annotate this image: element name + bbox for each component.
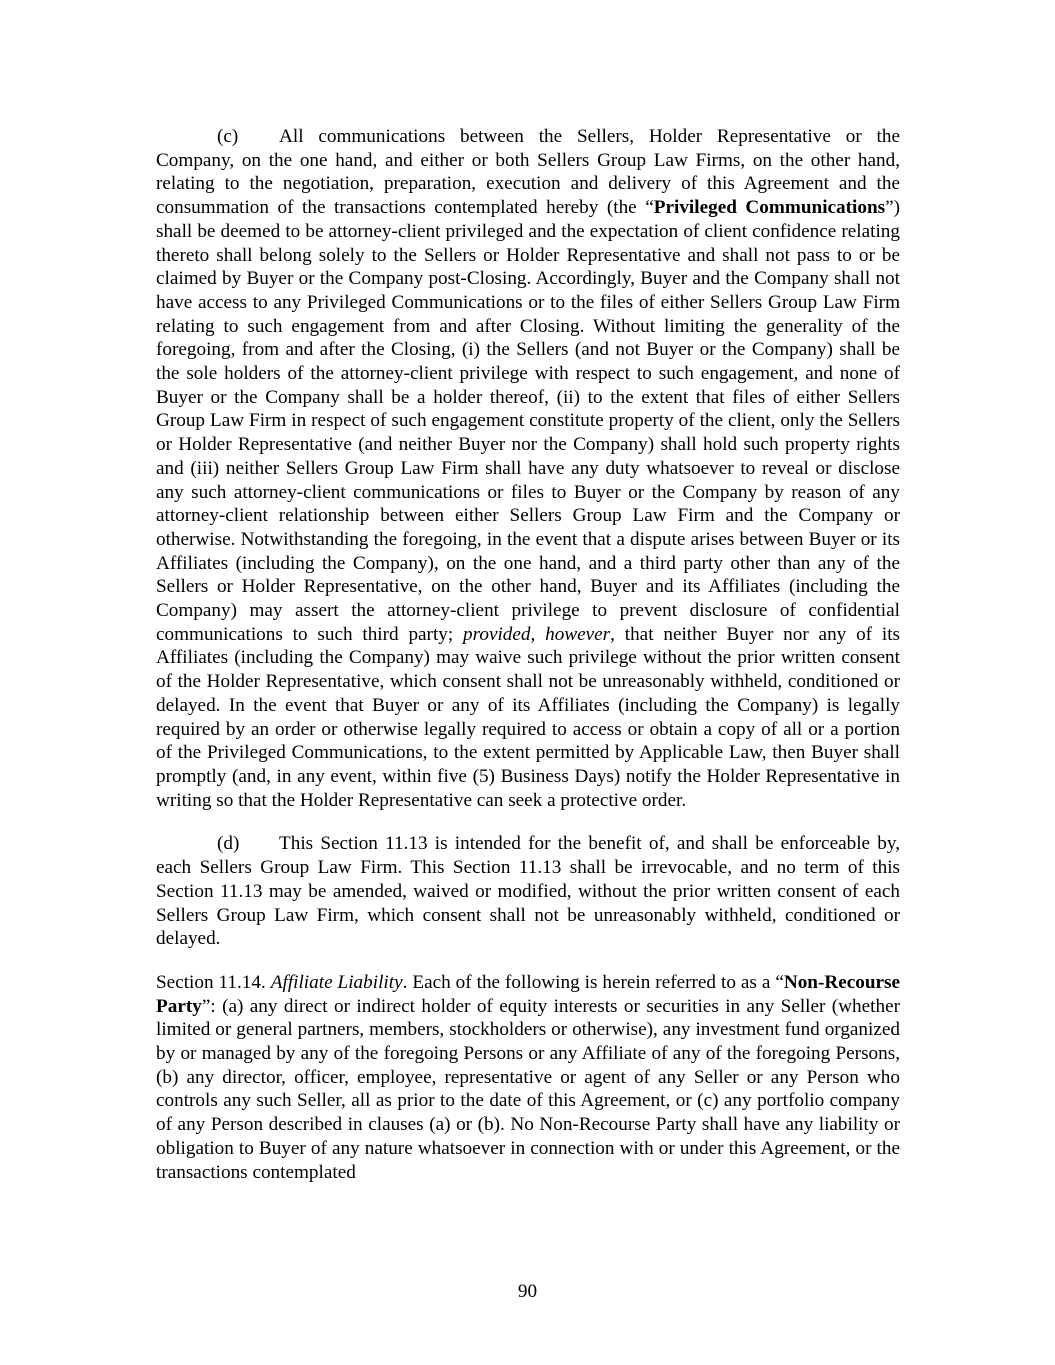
section-11-14-text-2: ”: (a) any direct or indirect holder of equity interests or securities in any Seller (whether limited or general partners, members, stockholders or otherwise), any investment fund organized by or managed by any of the foregoing Persons or any Affiliate of any of the foregoing Persons, (b) any director, officer, employee, representative or agent of any Seller or any Person who controls any such Seller, all as prior to the date of this Agreement, or (c) any portfolio company of any Person described in clauses (a) or (b). No Non-Recourse Party shall have any liability or obligation to Buyer of any nature whatsoever in connection with or under this Agreement, or the transactions contemplated [156, 995, 900, 1183]
section-11-14-heading: Section 11.14. [156, 971, 271, 993]
page-body [156, 125, 900, 1184]
paragraph-c-marker: (c) [217, 126, 239, 147]
section-11-14 [156, 971, 900, 1184]
paragraph-c-italic-proviso: provided, however [463, 623, 611, 645]
paragraph-d-text: This Section 11.13 is intended for the benefit of, and shall be enforceable by, each Sellers Group Law Firm. This Section 11.13 shall be irrevocable, and no term of this Section 11.13 may be amended, waived or modified, without the prior written consent of each Sellers Group Law Firm, which consent shall not be unreasonably withheld, conditioned or delayed. [156, 833, 900, 950]
section-11-14-text-1: . Each of the following is herein referred to as a “ [402, 971, 784, 993]
section-11-14-title: Affiliate Liability [270, 971, 403, 993]
paragraph-c [156, 125, 900, 812]
defined-term-privileged-communications: Privileged Communications [653, 197, 886, 219]
paragraph-d [156, 832, 900, 951]
page-number: 90 [517, 1281, 538, 1302]
paragraph-c-text-1: All communications between the Sellers, Holder Representative or the Company, on the one hand, and either or both Sellers Group Law Firms, on the other hand, relating to the negotiation, preparation, execution and delivery of this Agreement and the consummation of the transactions contemplated hereby (the “ [156, 126, 900, 219]
paragraph-d-marker: (d) [217, 833, 240, 855]
defined-term-non-recourse-party: Non-Recourse Party [156, 971, 901, 1017]
paragraph-c-text-3: , that neither Buyer nor any of its Affiliates (including the Company) may waive such privilege without the prior written consent of the Holder Representative, which consent shall not be unreasonably withheld, conditioned or delayed. In the event that Buyer or any of its Affiliates (including the Company) is legally required by an order or otherwise legally required to access or obtain a copy of all or a portion of the Privileged Communications, to the extent permitted by Applicable Law, then Buyer shall promptly (and, in any event, within five (5) Business Days) notify the Holder Representative in writing so that the Holder Representative can seek a protective order. [156, 623, 901, 811]
paragraph-c-text-2: ”) shall be deemed to be attorney-client privileged and the expectation of client confidence relating thereto shall belong solely to the Sellers or Holder Representative and shall not pass to or be claimed by Buyer or the Company post-Closing. Accordingly, Buyer and the Company shall not have access to any Privileged Communications or to the files of either Sellers Group Law Firm relating to such engagement from and after Closing. Without limiting the generality of the foregoing, from and after the Closing, (i) the Sellers (and not Buyer or the Company) shall be the sole holders of the attorney-client privilege with respect to such engagement, and none of Buyer or the Company shall be a holder thereof, (ii) to the extent that files of either Sellers Group Law Firm in respect of such engagement constitute property of the client, only the Sellers or Holder Representative (and neither Buyer nor the Company) shall hold such property rights and (iii) neither Sellers Group Law Firm shall have any duty whatsoever to reveal or disclose any such attorney-client communications or files to Buyer or the Company by reason of any attorney-client relationship between either Sellers Group Law Firm and the Company or otherwise. Notwithstanding the foregoing, in the event that a dispute arises between Buyer or its Affiliates (including the Company), on the one hand, and a third party other than any of the Sellers or Holder Representative, on the other hand, Buyer and its Affiliates (including the Company) may assert the attorney-client privilege to prevent disclosure of confidential communications to such third party; [156, 197, 900, 645]
